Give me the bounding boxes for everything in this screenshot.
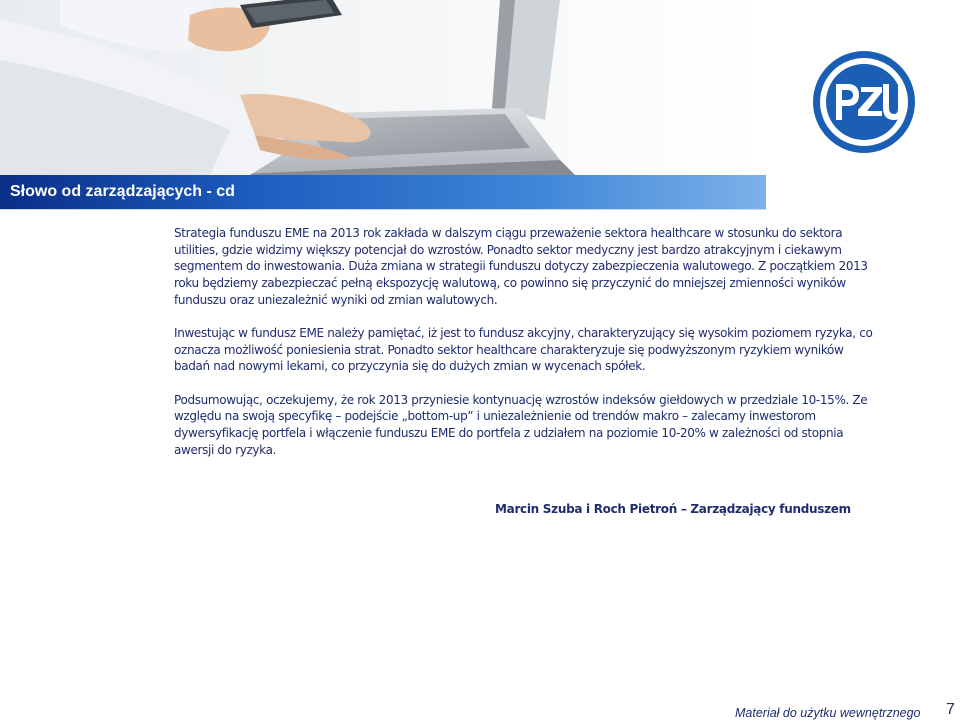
paragraph-risk: Inwestując w fundusz EME należy pamiętać, iż jest to fundusz akcyjny, charakteryzujący się wysokim poziomem ryzyka, co oznacza możliwość poniesienia strat. Ponadto sektor healthcare charakteryzuje się podwyższonym ryzykiem wyników badań nad nowymi lekami, co przyczynia się do dużych zmian w wycenach spółek. (174, 326, 873, 374)
paragraph-strategy: Strategia funduszu EME na 2013 rok zakłada w dalszym ciągu przeważenie sektora healthcare w stosunku do sektora utilities, gdzie widzimy większy potencjał do wzrostów. Ponadto sektor medyczny jest bardzo atrakcyjnym i ciekawym segmentem do inwestowania. Duża zmiana w strategii funduszu dotyczy zabezpieczenia walutowego. Z początkiem 2013 roku będziemy zabezpieczać pełną ekspozycję walutową, co powinno się przyczynić do mniejszej zmienności wyników funduszu oraz uniezależnić wyniki od zmian walutowych. (174, 226, 868, 307)
body-text (174, 225, 874, 475)
paragraph-summary: Podsumowując, oczekujemy, że rok 2013 przyniesie kontynuację wzrostów indeksów giełdowych w przedziale 10-15%. Ze względu na swoją specyfikę – podejście „bottom-up” i uniezależnienie od trendów makro – zalecamy inwestorom dywersyfikację portfela i włączenie funduszu EME do portfela z udziałem na poziomie 10-20% w zależności od stopnia awersji do ryzyka. (174, 392, 868, 457)
section-title-bar (0, 175, 766, 210)
signature: Marcin Szuba i Roch Pietroń – Zarządzający funduszem (495, 502, 851, 516)
page-title: Słowo od zarządzających - cd (10, 183, 235, 200)
header-photo (0, 0, 765, 175)
footer-note: Materiał do użytku wewnętrznego (735, 706, 921, 720)
page-number: 7 (946, 701, 955, 718)
pzu-logo (812, 50, 916, 154)
